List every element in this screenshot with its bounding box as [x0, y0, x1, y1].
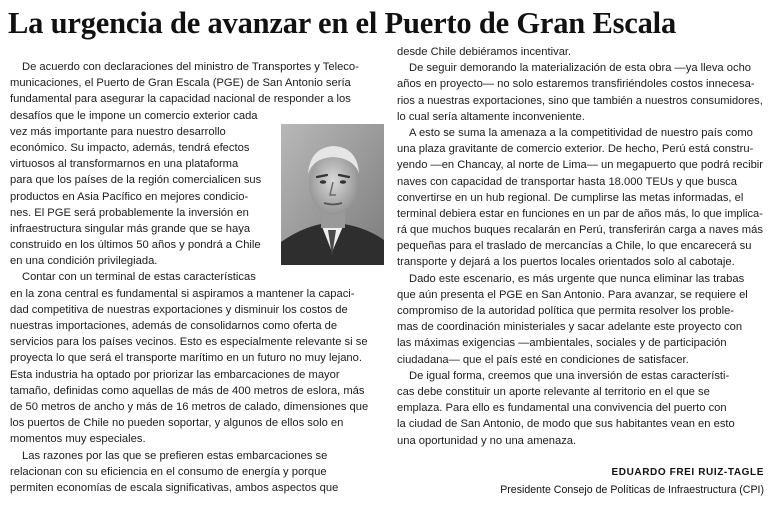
body-line: dad competitiva de nuestras exportaciones y disminuir los costos de: [10, 303, 348, 316]
author-role: Presidente Consejo de Políticas de Infraestructura (CPI): [500, 484, 764, 496]
body-line: nuestras importaciones, además de consolidarnos como oferta de: [10, 320, 338, 332]
body-line: ciudadana— que el país esté en condiciones de satisfacer.: [397, 353, 689, 366]
body-line: virtuosos al transformarnos en una plataforma: [10, 158, 239, 171]
body-line: una oportunidad y no una amenaza.: [397, 434, 577, 447]
author-name: EDUARDO FREI RUIZ-TAGLE: [611, 467, 764, 478]
body-line: lo cual sería altamente inconveniente.: [397, 110, 585, 123]
body-line: convertirse en un hub regional. De cumplirse las metas informadas, el: [397, 191, 744, 204]
body-line: De seguir demorando la materialización de esta obra —ya lleva ocho: [409, 62, 752, 75]
body-line: servicios para los países vecinos. Esto es especialmente relevante si se: [10, 336, 368, 349]
body-line: pequeñas para el traslado de mercancías a Chile, lo que encarecerá su: [397, 240, 752, 253]
body-line: para que los países de la región comercialicen sus: [10, 174, 262, 187]
portrait-illustration: [281, 124, 384, 265]
body-line: nes. El PGE será probablemente la inversión en: [10, 206, 249, 219]
body-line: rios a nuestras exportaciones, sino que también a nuestros consumidores,: [397, 94, 763, 107]
body-line: Contar con un terminal de estas características: [22, 271, 256, 284]
article-headline: La urgencia de avanzar en el Puerto de Gran Escala: [8, 6, 676, 40]
body-line: compromiso de la autoridad política que permita resolver los proble-: [397, 305, 735, 317]
body-line: construido en los últimos 50 años y pondrá a Chile: [10, 239, 261, 252]
body-line: emplaza. Para ello es fundamental una convivencia del puerto con: [397, 402, 727, 415]
body-line: fundamental para asegurar la capacidad nacional de responder a los: [10, 93, 351, 106]
body-line: A esto se suma la amenaza a la competitividad de nuestro país como: [409, 126, 753, 139]
body-line: terminal debiera estar en funciones en un par de años más, lo que implica-: [397, 207, 763, 220]
body-line: una plaza gravitante de comercio exterior. De hecho, Perú está constru-: [397, 143, 754, 156]
body-line: los puertos de Chile no pueden soportar, y algunos de ellos solo en: [10, 417, 344, 430]
body-line: yendo —en Chancay, al norte de Lima— un megapuerto que podrá recibir: [397, 159, 763, 172]
article-right-column: [397, 44, 763, 449]
body-line: momentos muy especiales.: [10, 433, 146, 446]
body-line: infraestructura singular más grande que se haya: [10, 222, 251, 235]
body-line: rá que muchos buques recalarán en Perú, transferirán carga a naves más: [397, 224, 763, 237]
body-line: naves con capacidad de transportar hasta 18.000 TEUs y que busca: [397, 175, 737, 188]
body-line: Las razones por las que se prefieren estas embarcaciones se: [22, 449, 328, 462]
body-line: que aún presenta el PGE en San Antonio. Para avanzar, se requiere el: [397, 288, 748, 301]
body-line: años en proyecto— no solo estaremos transfiriéndoles costos innecesa-: [397, 78, 755, 91]
body-line: relacionan con su eficiencia en el consumo de energía y porque: [10, 465, 327, 478]
body-line: desde Chile debiéramos incentivar.: [397, 46, 572, 58]
body-line: vez más importante para nuestro desarrollo: [10, 125, 226, 138]
body-line: productos en Asia Pacífico en mejores condicio-: [10, 190, 249, 203]
body-line: cas debe constituir un aporte relevante al territorio en el que se: [397, 385, 710, 398]
body-line: las máximas exigencias —ambientales, sociales y de participación: [397, 337, 727, 350]
body-line: en una condición privilegiada.: [10, 255, 158, 268]
body-line: en la zona central es fundamental si aspiramos a mantener la capaci-: [10, 287, 355, 300]
body-line: de 50 metros de ancho y más de 16 metros de calado, dimensiones que: [10, 400, 369, 413]
body-line: permiten economías de escala significativas, ambos aspectos que: [10, 481, 339, 494]
body-line: De acuerdo con declaraciones del ministro de Transportes y Teleco-: [22, 61, 359, 73]
body-line: proyecta lo que será el transporte marítimo en un futuro no muy lejano.: [10, 352, 362, 365]
body-line: mas de coordinación ministeriales y sacar adelante este proyecto con: [397, 321, 743, 334]
body-line: transporte y dejará a los puertos locales orientados solo al cabotaje.: [397, 256, 735, 269]
body-line: desafíos que le impone un comercio exterior cada: [10, 109, 258, 122]
body-line: Dado este escenario, es más urgente que nunca eliminar las trabas: [409, 272, 745, 285]
body-line: económico. Su impacto, además, tendrá efectos: [10, 141, 250, 154]
body-line: la ciudad de San Antonio, de modo que sus habitantes vean en esto: [397, 418, 735, 431]
body-line: municaciones, el Puerto de Gran Escala (PGE) de San Antonio sería: [10, 77, 351, 90]
author-portrait-photo: [281, 124, 384, 265]
body-line: Esta industria ha optado por priorizar las embarcaciones de mayor: [10, 368, 340, 381]
body-line: tamaño, definidas como aquellas de más de 400 metros de eslora, más: [10, 384, 365, 397]
body-line: De igual forma, creemos que una inversión de estas característi-: [409, 369, 730, 382]
